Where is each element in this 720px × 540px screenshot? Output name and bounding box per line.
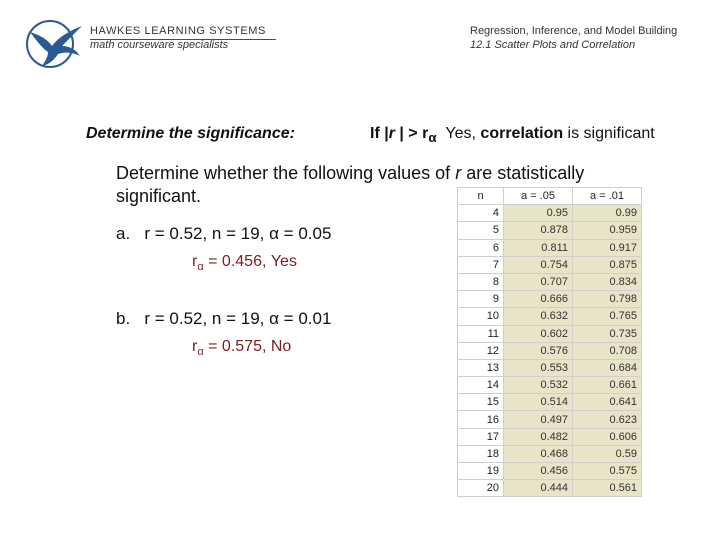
problem-letter: a. <box>116 224 131 243</box>
rule-result-suffix: is significant <box>563 125 655 142</box>
cell-n: 16 <box>458 411 504 428</box>
cell-n: 14 <box>458 377 504 394</box>
significance-rule <box>370 125 655 145</box>
cell-n: 12 <box>458 342 504 359</box>
cell-n: 11 <box>458 325 504 342</box>
cell-n: 10 <box>458 308 504 325</box>
cell-alpha-01: 0.575 <box>573 463 642 480</box>
company-name: HAWKES LEARNING SYSTEMS <box>90 25 266 37</box>
cell-alpha-01: 0.561 <box>573 480 642 497</box>
table-row <box>458 291 642 308</box>
table-row <box>458 377 642 394</box>
instruction-var: r <box>455 163 462 183</box>
header-n: n <box>458 188 504 205</box>
rule-condition-r: r <box>388 125 395 142</box>
cell-n: 15 <box>458 394 504 411</box>
cell-alpha-01: 0.661 <box>573 377 642 394</box>
table-header-row <box>458 188 642 205</box>
cell-alpha-05: 0.95 <box>504 205 573 222</box>
cell-alpha-05: 0.576 <box>504 342 573 359</box>
table-row <box>458 359 642 376</box>
cell-alpha-05: 0.602 <box>504 325 573 342</box>
table-row <box>458 256 642 273</box>
company-tagline: math courseware specialists <box>90 39 229 51</box>
cell-n: 6 <box>458 239 504 256</box>
table-row <box>458 222 642 239</box>
cell-n: 8 <box>458 273 504 290</box>
answer-a <box>192 253 297 273</box>
answer-sub: α <box>197 261 204 274</box>
cell-n: 17 <box>458 428 504 445</box>
table-row <box>458 308 642 325</box>
significance-heading: Determine the significance: <box>86 125 295 142</box>
problem-statement: r = 0.52, n = 19, α = 0.01 <box>144 309 332 328</box>
cell-alpha-01: 0.59 <box>573 445 642 462</box>
answer-b <box>192 338 291 358</box>
critical-values-table <box>457 187 642 497</box>
table-row <box>458 205 642 222</box>
table-row <box>458 463 642 480</box>
cell-n: 20 <box>458 480 504 497</box>
answer-rest: = 0.575, No <box>203 338 292 355</box>
cell-alpha-05: 0.878 <box>504 222 573 239</box>
cell-alpha-05: 0.666 <box>504 291 573 308</box>
table-row <box>458 428 642 445</box>
cell-alpha-05: 0.632 <box>504 308 573 325</box>
table-row <box>458 273 642 290</box>
cell-alpha-05: 0.456 <box>504 463 573 480</box>
instruction-after: are statistically significant. <box>116 163 585 206</box>
cell-n: 19 <box>458 463 504 480</box>
cell-alpha-01: 0.623 <box>573 411 642 428</box>
cell-alpha-01: 0.99 <box>573 205 642 222</box>
header-alpha-05: a = .05 <box>504 188 573 205</box>
cell-alpha-05: 0.482 <box>504 428 573 445</box>
table-row <box>458 394 642 411</box>
rule-result-prefix: Yes, <box>436 125 481 142</box>
table-row <box>458 325 642 342</box>
hawk-logo-icon <box>24 18 84 70</box>
table-row <box>458 480 642 497</box>
cell-alpha-01: 0.798 <box>573 291 642 308</box>
cell-alpha-01: 0.917 <box>573 239 642 256</box>
cell-alpha-01: 0.735 <box>573 325 642 342</box>
cell-alpha-01: 0.875 <box>573 256 642 273</box>
cell-alpha-05: 0.754 <box>504 256 573 273</box>
cell-alpha-01: 0.708 <box>573 342 642 359</box>
section-subtitle: 12.1 Scatter Plots and Correlation <box>470 39 636 51</box>
problem-letter: b. <box>116 309 131 328</box>
cell-n: 5 <box>458 222 504 239</box>
cell-alpha-01: 0.834 <box>573 273 642 290</box>
cell-n: 18 <box>458 445 504 462</box>
cell-n: 4 <box>458 205 504 222</box>
cell-alpha-05: 0.444 <box>504 480 573 497</box>
rule-condition-alpha: α <box>428 130 437 146</box>
cell-alpha-05: 0.707 <box>504 273 573 290</box>
cell-alpha-05: 0.811 <box>504 239 573 256</box>
cell-alpha-01: 0.684 <box>573 359 642 376</box>
cell-n: 13 <box>458 359 504 376</box>
table-row <box>458 411 642 428</box>
instruction-before: Determine whether the following values of <box>116 163 456 183</box>
answer-rest: = 0.456, Yes <box>203 253 297 270</box>
cell-n: 9 <box>458 291 504 308</box>
answer-sub: α <box>197 346 204 359</box>
section-title: Regression, Inference, and Model Building <box>470 25 678 37</box>
table-row <box>458 342 642 359</box>
cell-n: 7 <box>458 256 504 273</box>
cell-alpha-05: 0.553 <box>504 359 573 376</box>
table-row <box>458 445 642 462</box>
problem-b <box>116 309 331 329</box>
cell-alpha-01: 0.641 <box>573 394 642 411</box>
cell-alpha-05: 0.497 <box>504 411 573 428</box>
problem-statement: r = 0.52, n = 19, α = 0.05 <box>144 224 332 243</box>
problem-a <box>116 224 331 244</box>
answer-r: r <box>192 253 198 270</box>
rule-condition-prefix: If | <box>370 125 389 142</box>
cell-alpha-05: 0.532 <box>504 377 573 394</box>
answer-r: r <box>192 338 198 355</box>
header-alpha-01: a = .01 <box>573 188 642 205</box>
cell-alpha-01: 0.606 <box>573 428 642 445</box>
cell-alpha-05: 0.514 <box>504 394 573 411</box>
cell-alpha-01: 0.765 <box>573 308 642 325</box>
table-row <box>458 239 642 256</box>
rule-condition-mid: | > r <box>394 125 429 142</box>
cell-alpha-05: 0.468 <box>504 445 573 462</box>
rule-result-bold: correlation <box>480 125 564 142</box>
cell-alpha-01: 0.959 <box>573 222 642 239</box>
